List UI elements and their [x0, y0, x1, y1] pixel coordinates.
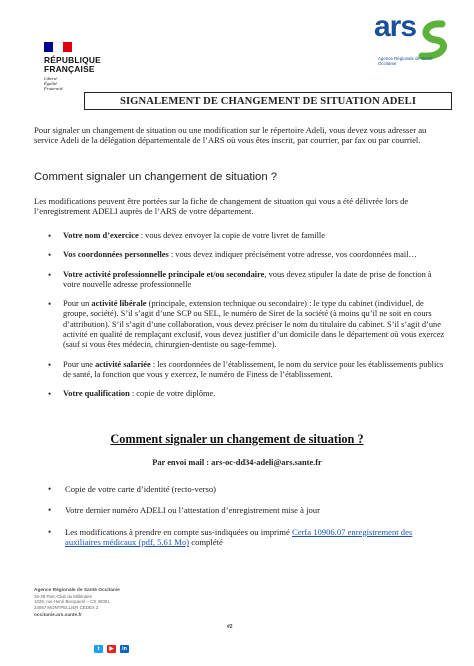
republic-name-line1: RÉPUBLIQUE — [44, 55, 101, 65]
list-item: • Les modifications à prendre en compte sus-indiquées ou imprimé Cerfa 10906.07 enregistrement des auxiliaires médicaux (pdf, 5.61 Mo) complété — [40, 527, 440, 548]
section1-list — [40, 231, 450, 409]
list-item: • Votre qualification : copie de votre diplôme. — [40, 389, 450, 399]
republique-francaise-logo — [44, 42, 124, 92]
cerfa-link[interactable]: Cerfa 10906.07 enregistrement des auxiliaires médicaux (pdf, 5.61 Mo) — [65, 526, 413, 548]
list-item: • Votre activité professionnelle principale et/ou secondaire, vous devez stipuler la date de prise de fonction à votre nouvelle adresse professionnelle — [40, 270, 450, 291]
ars-logo — [374, 12, 464, 74]
section2-heading: Comment signaler un changement de situation ? — [110, 432, 364, 446]
list-item: • Votre nom d’exercice : vous devez envoyer la copie de votre livret de famille — [40, 231, 450, 241]
ars-swoosh-icon — [412, 18, 454, 60]
footer-org: Agence Régionale de Santé Occitanie — [34, 588, 120, 593]
ars-logo-text: ars — [374, 10, 417, 43]
intro-paragraph: Pour signaler un changement de situation ou une modification sur le répertoire Adeli, vous devez vous adresser au service Adeli de la délégation départementale de l’ARS où vous êtes inscrit, par courrier, par fax ou par courriel. — [34, 125, 427, 146]
section2-list — [40, 484, 440, 559]
twitter-icon[interactable]: t — [94, 645, 103, 653]
mail-line: Par envoi mail : ars-oc-dd34-adeli@ars.sante.fr — [152, 458, 322, 467]
list-item: • Copie de votre carte d’identité (recto-verso) — [40, 484, 440, 494]
section1-paragraph: Les modifications peuvent être portées sur la fiche de changement de situation qui vous a été délivrée lors de l’enregistrement ADELI auprès de l’ARS de votre département. — [34, 196, 409, 217]
footer-address: Agence Régionale de Santé Occitanie 26-28 Parc-Club du Millénaire 1025, rue Henri Becquerel – CS 30001 34067 MONTPELLIER CEDEX 2 occitanie.ars.sante.fr — [34, 588, 184, 619]
list-item: • Pour un activité libérale (principale, extension technique ou secondaire) : le type du cabinet (individuel, de groupe, société). S’il s’agit d’une SCP ou SEL, le numéro de Siret de la société (à moins qu’il ne soit en cours d’attribution). S’il s’agit d’une collaboration, vous devez préciser le nom du titulaire du cabinet. S’il s’agit d’une activité en qualité de remplaçant exclusif, vous devez justifier d’un domicile dans le département où vous exercez (sauf si vous êtes médecin, chirurgien-dentiste ou sage-femme). — [40, 299, 450, 350]
republic-name-line2: FRANÇAISE — [44, 64, 95, 74]
footer-website-link[interactable]: occitanie.ars.sante.fr — [34, 613, 82, 619]
list-item: • Votre dernier numéro ADELI ou l’attestation d’enregistrement mise à jour — [40, 505, 440, 515]
list-item: • Vos coordonnées personnelles : vous devez indiquer précisément votre adresse, vos coordonnées mail… — [40, 250, 450, 260]
section1-heading: Comment signaler un changement de situation ? — [34, 171, 278, 183]
motto: Liberté Égalité Fraternité — [44, 76, 63, 92]
page-number: #2 — [227, 624, 233, 630]
ars-subtitle: Agence Régionale de Santé Occitanie — [378, 56, 433, 67]
linkedin-icon[interactable]: in — [120, 645, 129, 653]
flag-icon — [44, 42, 72, 52]
document-title: SIGNALEMENT DE CHANGEMENT DE SITUATION ADELI — [84, 92, 452, 110]
list-item: • Pour une activité salariée : les coordonnées de l’établissement, le nom du service pour les établissements publics de santé, la fonction que vous y exercez, le numéro de Finess de l’établissement. — [40, 360, 450, 381]
social-links — [94, 645, 129, 653]
youtube-icon[interactable]: ▶ — [107, 645, 116, 653]
